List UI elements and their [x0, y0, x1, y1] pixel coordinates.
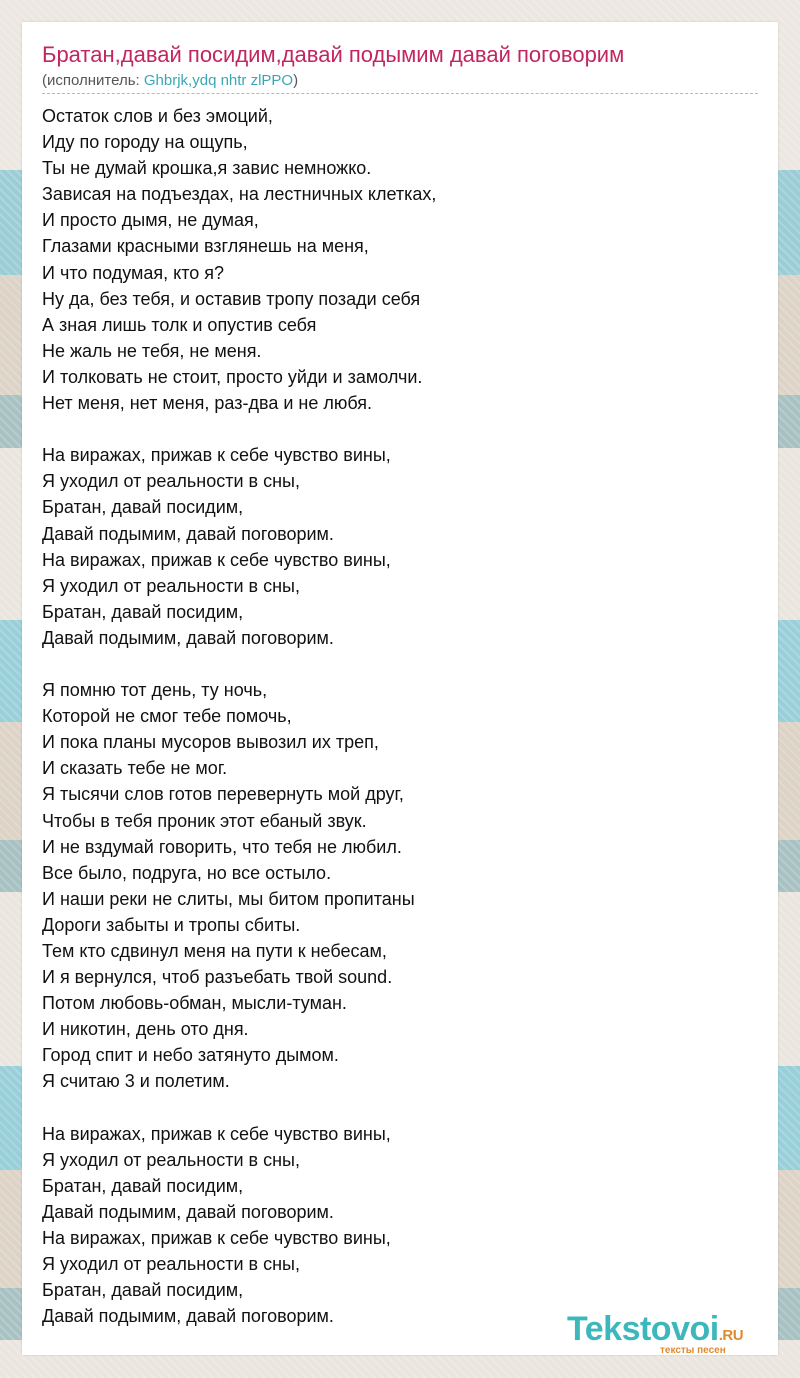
lyric-line: Глазами красными взглянешь на меня,	[42, 236, 369, 257]
stanza-break	[42, 1095, 758, 1121]
lyric-line: Давай подымим, давай поговорим.	[42, 1306, 334, 1327]
lyric-line: И просто дымя, не думая,	[42, 210, 259, 231]
lyric-line: Я тысячи слов готов перевернуть мой друг,	[42, 784, 404, 805]
lyric-line: Чтобы в тебя проник этот ебаный звук.	[42, 810, 367, 831]
lyric-line: И никотин, день ото дня.	[42, 1019, 249, 1040]
lyric-line: Братан, давай посидим,	[42, 1175, 244, 1196]
artist-prefix: (исполнитель:	[42, 72, 144, 89]
lyrics-text	[42, 103, 758, 1329]
lyric-line: И что подумая, кто я?	[42, 262, 225, 283]
lyric-line: Давай подымим, давай поговорим.	[42, 1201, 334, 1222]
lyric-line: Давай подымим, давай поговорим.	[42, 523, 334, 544]
lyric-line: Не жаль не тебя, не меня.	[42, 340, 262, 361]
lyric-line: И не вздумай говорить, что тебя не любил.	[42, 836, 402, 857]
lyric-line: На виражах, прижав к себе чувство вины,	[42, 549, 391, 570]
lyric-line: Которой не смог тебе помочь,	[42, 706, 292, 727]
lyric-line: На виражах, прижав к себе чувство вины,	[42, 445, 391, 466]
lyric-line: Братан, давай посидим,	[42, 497, 244, 518]
lyric-line: Я уходил от реальности в сны,	[42, 1149, 300, 1170]
lyric-line: И сказать тебе не мог.	[42, 758, 228, 779]
site-logo[interactable]	[567, 1310, 777, 1354]
artist-link[interactable]: Ghbrjk,ydq nhtr zlPPO	[143, 72, 294, 89]
artist-line	[42, 72, 758, 94]
lyric-line: Иду по городу на ощупь,	[42, 132, 248, 153]
lyric-line: На виражах, прижав к себе чувство вины,	[42, 1123, 391, 1144]
lyric-line: И толковать не стоит, просто уйди и замолчи.	[42, 366, 423, 387]
lyric-line: Братан, давай посидим,	[42, 601, 244, 622]
lyric-line: А зная лишь толк и опустив себя	[42, 314, 317, 335]
lyric-line: И я вернулся, чтоб разъебать твой sound.	[42, 967, 393, 988]
lyrics-card	[22, 22, 778, 1355]
lyric-line: Город спит и небо затянуто дымом.	[42, 1045, 339, 1066]
stanza-break	[42, 651, 758, 677]
lyric-line: Потом любовь-обман, мысли-туман.	[42, 993, 347, 1014]
lyric-line: Дороги забыты и тропы сбиты.	[42, 914, 301, 935]
lyric-line: Остаток слов и без эмоций,	[42, 106, 273, 126]
lyric-line: И наши реки не слиты, мы битом пропитаны	[42, 888, 415, 909]
song-title: Братан,давай посидим,давай подымим давай поговорим	[42, 42, 625, 67]
lyric-line: Я уходил от реальности в сны,	[42, 575, 300, 596]
lyric-line: Давай подымим, давай поговорим.	[42, 627, 334, 648]
logo-tld: .RU	[718, 1327, 744, 1344]
lyric-line: Зависая на подъездах, на лестничных клетках,	[42, 184, 437, 205]
lyric-line: Я уходил от реальности в сны,	[42, 471, 300, 492]
logo-name: Tekstovoi	[567, 1310, 719, 1348]
logo-tagline: тексты песен	[660, 1345, 726, 1356]
stanza-break	[42, 416, 758, 442]
lyric-line: Тем кто сдвинул меня на пути к небесам,	[42, 941, 387, 961]
lyric-line: Братан, давай посидим,	[42, 1280, 244, 1301]
logo-wordmark	[567, 1310, 743, 1349]
lyric-line: Я уходил от реальности в сны,	[42, 1254, 300, 1275]
lyric-line: Все было, подруга, но все остыло.	[42, 862, 332, 883]
lyric-line: На виражах, прижав к себе чувство вины,	[42, 1228, 391, 1249]
lyric-line: Нет меня, нет меня, раз-два и не любя.	[42, 393, 373, 414]
lyric-line: Я помню тот день, ту ночь,	[42, 680, 268, 701]
lyric-line: Ты не думай крошка,я завис немножко.	[42, 158, 372, 179]
artist-suffix: )	[293, 72, 299, 89]
lyric-line: Я считаю 3 и полетим.	[42, 1071, 230, 1092]
lyric-line: И пока планы мусоров вывозил их треп,	[42, 732, 379, 753]
lyric-line: Ну да, без тебя, и оставив тропу позади себя	[42, 288, 421, 309]
